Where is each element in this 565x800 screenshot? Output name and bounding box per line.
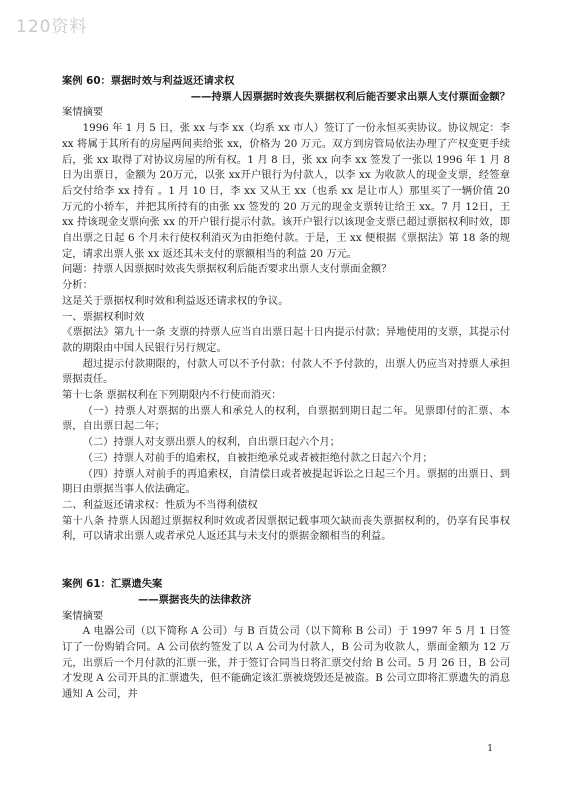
case60-question: 问题：持票人因票据时效丧失票据权利后能否要求出票人支付票面金额？ <box>62 263 392 276</box>
section1-article-91: 《票据法》第九十一条 支票的持票人应当自出票日起十日内提示付款；异地使用的支票，其提示付款的期限由中国人民银行另行规定。 <box>62 326 510 354</box>
case61-title: 案例 61：汇票遗失案 <box>62 578 163 591</box>
case60-subtitle: ——持票人因票据时效丧失票据权利后能否要求出票人支付票面金额？ <box>190 90 510 103</box>
section2-article-18: 第十八条 持票人因超过票据权利时效或者因票据记载事项欠缺而丧失票据权利的，仍享有民事权利，可以请求出票人或者承兑人返还其与未支付的票据金额相当的利益。 <box>62 514 510 543</box>
case60-analysis-heading: 分析： <box>62 279 93 292</box>
section1-heading: 一、票据权利时效 <box>62 310 145 323</box>
case60-analysis-intro: 这是关于票据权利时效和利益返还请求权的争议。 <box>62 294 289 307</box>
case60-paragraph: 1996 年 1 月 5 日，张 xx 与李 xx（均系 xx 市人）签订了一份永恒买卖协议。协议规定：李 xx 将属于其所有的房屋两间卖给张 xx，价格为 20 万元。双方到房管局依法办理了产权变更手续后，张 xx 取得了对协议房屋的所有权。1 月 8 日，张 xx 向李 xx 签发了一张以 1996 年 1 月 8 日为出票日，金额为 20万元，以张 xx开户银行为付款人，以李 xx 为收款人的现金支票，经签章后交付给李 xx 持有 。1 月 10 日，李 xx 又从王 xx（也系 xx 是让市人）那里买了一辆价值 20 万元的小轿车，并把其所持有的由张 xx 签发的 20 万元的现金支票转让给王 xx。7 月 12日，王 xx 持该现金支票向张 xx 的开户银行提示付款。该开户银行以该现金支票已超过票据权利时效，即自出票之日起 6 个月未行使权利消灭为由拒绝付款。于是，王 xx 便根据《票据法》第 18 条的规定，请求出票人张 xx 返还其未支付的票额相当的利益 20 万元。 <box>62 122 510 260</box>
watermark-logo: 120资料 <box>16 17 88 37</box>
case61-paragraph: A 电器公司（以下简称 A 公司）与 B 百货公司（以下简称 B 公司）于 1997 年 5 月 1 日签订了一份购销合同。A 公司依约签发了以 A 公司为付款人，B 公司为收款人，票面金额为 12 万元，出票后一个月付款的汇票一张，并于签订合同当日将汇票交付给 B 公司。5 月 26 日，B 公司才发现 A 公司开具的汇票遗失，但不能确定该汇票被烧毁还是被盗。B 公司立即将汇票遗失的消息通知 A 公司，并 <box>62 625 510 701</box>
article-17-item-3: （三）持票人对前手的追索权，自被拒绝承兑或者被拒绝付款之日起六个月； <box>82 451 433 464</box>
case61-summary-heading: 案情摘要 <box>62 609 104 622</box>
page-number: 1 <box>487 744 493 754</box>
case60-summary-heading: 案情摘要 <box>62 106 104 119</box>
article-17-item-1: （一）持票人对票据的出票人和承兑人的权利，自票据到期日起二年。见票即付的汇票、本票，自出票日起二年； <box>62 404 510 433</box>
section1-article-91-cont: 超过提示付款期限的，付款人可以不予付款；付款人不予付款的，出票人仍应当对持票人承担票据责任。 <box>62 357 510 386</box>
case60-title: 案例 60：票据时效与利益返还请求权 <box>62 75 235 87</box>
section2-heading: 二、利益返还请求权：性质为不当得利债权 <box>62 498 258 511</box>
section1-article-17: 第十七条 票据权利在下列期限内不行使而消灭： <box>62 389 282 402</box>
document-body <box>62 74 510 703</box>
case61-subtitle: ——票据丧失的法律救济 <box>138 593 252 606</box>
article-17-item-4: （四）持票人对前手的再追索权，自清偿日或者被提起诉讼之日起三个月。票据的出票日、到期日由票据当事人依法确定。 <box>62 467 510 496</box>
article-17-item-2: （二）持票人对支票出票人的权利，自出票日起六个月； <box>82 436 341 449</box>
